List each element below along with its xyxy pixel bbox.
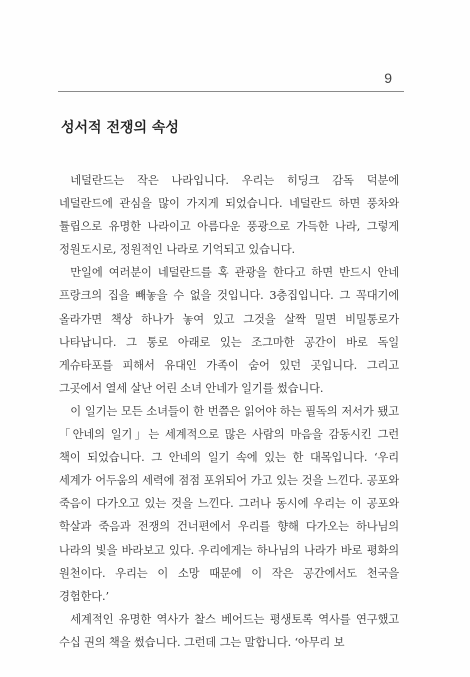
header-rule bbox=[58, 91, 404, 92]
chapter-title: 성서적 전쟁의 속성 bbox=[61, 120, 179, 136]
body-text bbox=[59, 169, 399, 654]
paragraph: 네덜란드는 작은 나라입니다. 우리는 히딩크 감독 덕분에 네덜란드에 관심을 많이 가지게 되었습니다. 네덜란드 하면 풍차와 튤립으로 유명한 나라이고 아름다운 풍광으로 가득한 나라, 그렇게 정원도시로, 정원적인 나라로 기억되고 있습니다. bbox=[59, 174, 399, 257]
paragraph: 이 일기는 모든 소녀들이 한 번쯤은 읽어야 하는 필독의 저서가 됐고 「안네의 일기」는 세계적으로 많은 사람의 마음을 감동시킨 그런 책이 되었습니다. 그 안네의 일기 속에 있는 한 대목입니다. ‘우리 세계가 어두움의 세력에 점점 포위되어 가고 있는 것을 느낀다. 공포와 죽음이 다가오고 있는 것을 느낀다. 그러나 동시에 우리는 이 공포와 학살과 죽음과 전쟁의 건너편에서 우리를 향해 다가오는 하나님의 나라의 빛을 바라보고 있다. 우리에게는 하나님의 나라가 바로 평화의 원천이다. 우리는 이 소망 때문에 이 작은 공간에서도 천국을 경험한다.’ bbox=[59, 404, 399, 603]
paragraph: 만일에 여러분이 네덜란드를 혹 관광을 한다고 하면 반드시 안네 프랑크의 집을 빼놓을 수 없을 것입니다. 3층집입니다. 그 꼭대기에 올라가면 책상 하나가 놓여 있고 그것을 살짝 밀면 비밀통로가 나타납니다. 그 통로 아래로 있는 조그마한 공간이 바로 독일 게슈타포를 피해서 유대인 가족이 숨어 있던 곳입니다. 그리고 그곳에서 열세 살난 어린 소녀 안네가 일기를 썼습니다. bbox=[59, 266, 399, 395]
paragraph: 세계적인 유명한 역사가 찰스 베어드는 평생토록 역사를 연구했고 수십 권의 책을 썼습니다. 그런데 그는 말합니다. ‘아무리 보 bbox=[59, 612, 399, 649]
page-number: 9 bbox=[384, 70, 392, 86]
